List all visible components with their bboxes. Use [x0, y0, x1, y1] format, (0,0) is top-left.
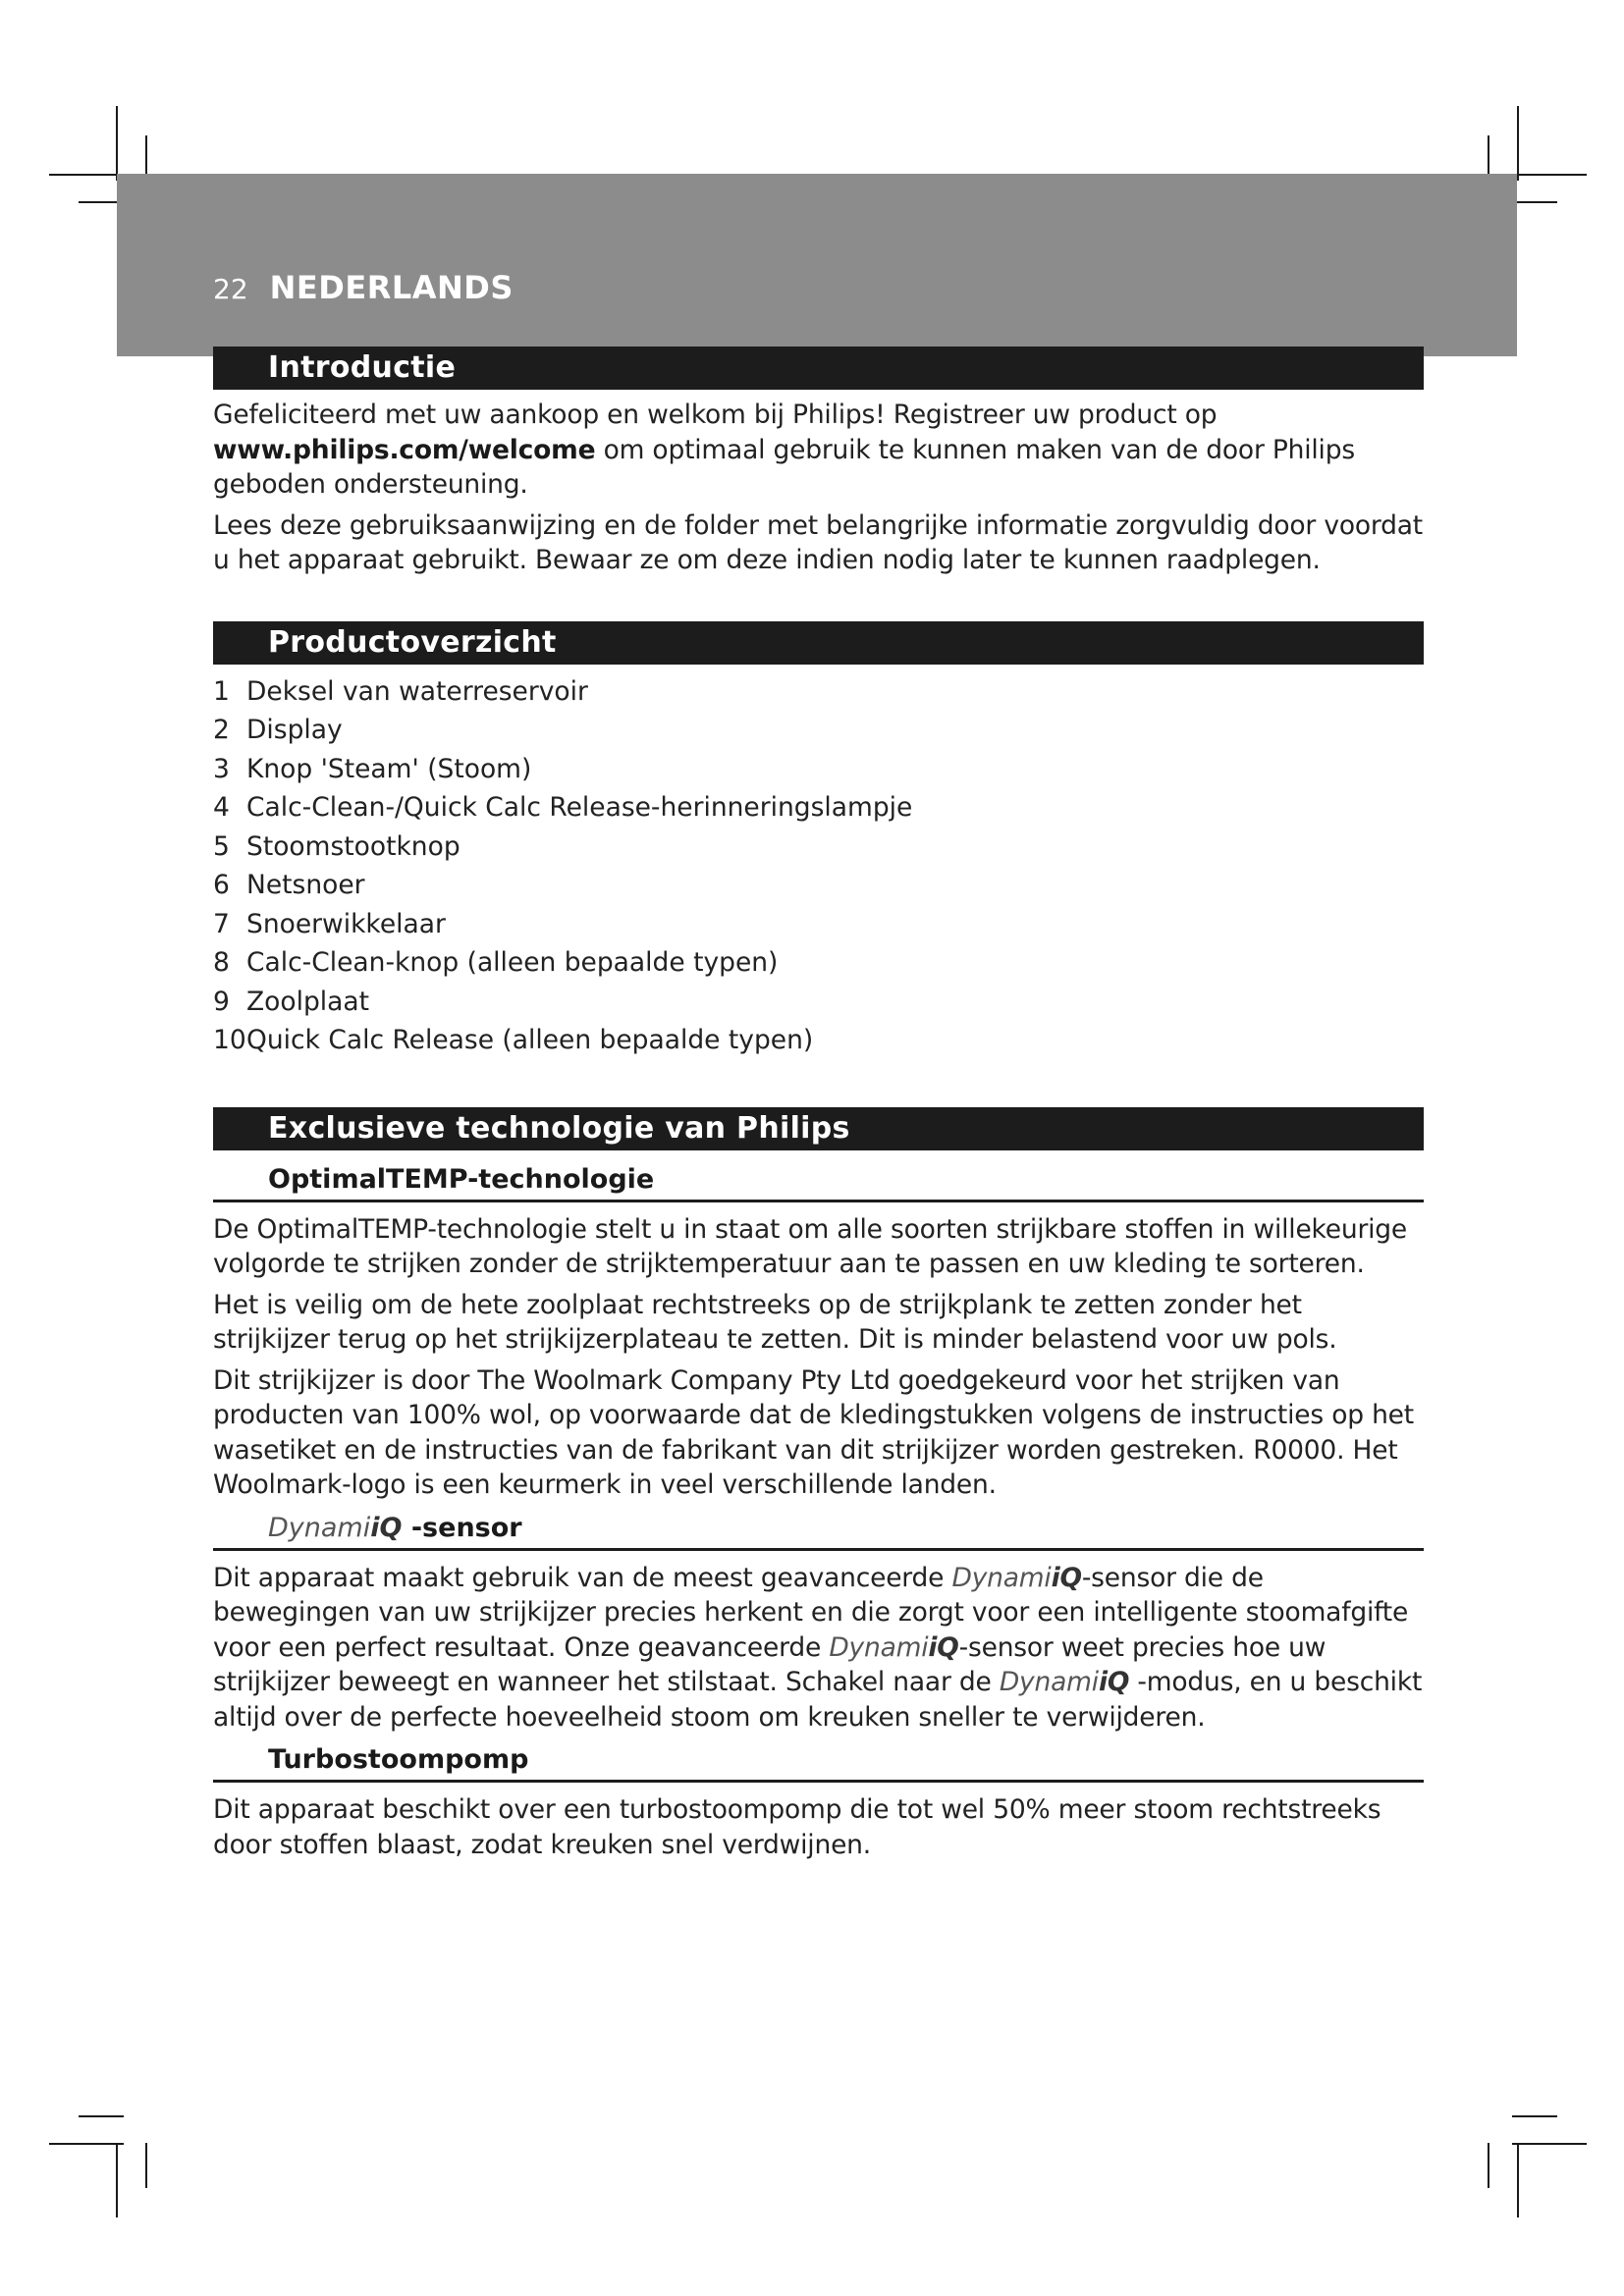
- list-item: 6 Netsnoer: [213, 870, 365, 900]
- crop-mark: [1512, 201, 1557, 203]
- list-item: 5 Stoomstootknop: [213, 830, 460, 862]
- optimaltemp-paragraph-1: De OptimalTEMP-technologie stelt u in staat om alle soorten strijkbare stoffen in willekeurige volgorde te strijken zonder de strijktemperatuur aan te passen en uw kleding te sorteren.: [213, 1213, 1408, 1279]
- list-item: 10Quick Calc Release (alleen bepaalde typen): [213, 1025, 814, 1055]
- section-heading-technologie: Exclusieve technologie van Philips: [213, 1107, 1424, 1150]
- list-item: 7 Snoerwikkelaar: [213, 908, 446, 939]
- section-heading-productoverzicht: Productoverzicht: [213, 621, 1424, 665]
- subheading-dynamiq: DynamiiQ -sensor: [213, 1509, 1424, 1551]
- turbo-paragraph: Dit apparaat beschikt over een turbostoompomp die tot wel 50% meer stoom rechtstreeks door stoffen blaast, zodat kreuken snel verdwijnen.: [213, 1794, 1381, 1860]
- list-item: 8 Calc-Clean-knop (alleen bepaalde typen): [213, 947, 779, 978]
- intro-text-cont: om optimaal gebruik te kunnen maken van de door Philips geboden ondersteuning.: [213, 434, 1355, 500]
- dynamiq-paragraph: Dit apparaat maakt gebruik van de meest geavanceerde DynamiiQ-sensor die de bewegingen van uw strijkijzer precies herkent en die zorgt voor een intelligente stoomafgifte voor een perfect resultaat. Onze geavanceerde DynamiiQ-sensor weet precies hoe uw strijkijzer beweegt en wanneer het stilstaat. Schakel naar de DynamiiQ -modus, en u beschikt altijd over de perfecte hoeveelheid stoom om kreuken sneller te verwijderen.: [213, 1562, 1423, 1733]
- product-parts-list: [213, 672, 1424, 1060]
- list-item: 4 Calc-Clean-/Quick Calc Release-herinneringslampje: [213, 792, 913, 823]
- list-item: 2 Display: [213, 715, 343, 745]
- list-item: 3 Knop 'Steam' (Stoom): [213, 753, 532, 784]
- dynamiq-logo: DynamiiQ: [829, 1631, 959, 1663]
- dynamiq-logo: DynamiiQ: [268, 1512, 403, 1543]
- intro-paragraph: [213, 398, 1424, 503]
- crop-mark: [1488, 2143, 1489, 2188]
- language-label: NEDERLANDS: [269, 269, 514, 306]
- crop-mark: [1512, 2143, 1587, 2145]
- page-content: [213, 347, 1424, 1868]
- crop-mark: [1512, 2115, 1557, 2117]
- intro-text: Gefeliciteerd met uw aankoop en welkom bij Philips! Registreer uw product op: [213, 400, 1218, 430]
- crop-mark: [1517, 106, 1519, 181]
- subheading-optimaltemp: OptimalTEMP-technologie: [213, 1160, 1424, 1202]
- dynamiq-logo: DynamiiQ: [999, 1667, 1130, 1697]
- optimaltemp-paragraph-3: Dit strijkijzer is door The Woolmark Company Pty Ltd goedgekeurd voor het strijken van producten van 100% wol, op voorwaarde dat de kledingstukken volgens de instructies op het wasetiket en de instructies van de fabrikant van dit strijkijzer worden gestreken. R0000. Het Woolmark-logo is een keurmerk in veel verschillende landen.: [213, 1364, 1414, 1500]
- crop-mark: [145, 2143, 147, 2188]
- optimaltemp-paragraph-2: Het is veilig om de hete zoolplaat rechtstreeks op de strijkplank te zetten zonder het strijkijzer terug op het strijkijzerplateau te zetten. Dit is minder belastend voor uw pols.: [213, 1289, 1337, 1355]
- philips-welcome-link[interactable]: www.philips.com/welcome: [213, 434, 596, 465]
- crop-mark: [49, 2143, 124, 2145]
- dynamiq-logo: DynamiiQ: [951, 1562, 1082, 1593]
- page-header: [213, 269, 514, 306]
- crop-mark: [1512, 174, 1587, 176]
- list-item: 1 Deksel van waterreservoir: [213, 675, 588, 707]
- crop-mark: [116, 2143, 118, 2217]
- crop-mark: [49, 174, 124, 176]
- crop-mark: [79, 2115, 124, 2117]
- section-heading-introductie: Introductie: [213, 347, 1424, 390]
- page-number: 22: [213, 273, 248, 305]
- intro-paragraph-2: Lees deze gebruiksaanwijzing en de folder met belangrijke informatie zorgvuldig door voordat u het apparaat gebruikt. Bewaar ze om deze indien nodig later te kunnen raadplegen.: [213, 509, 1423, 575]
- crop-mark: [1517, 2143, 1519, 2217]
- crop-mark: [116, 106, 118, 181]
- header-band: [117, 174, 1517, 356]
- subheading-turbostoompomp: Turbostoompomp: [213, 1740, 1424, 1783]
- list-item: 9 Zoolplaat: [213, 986, 369, 1017]
